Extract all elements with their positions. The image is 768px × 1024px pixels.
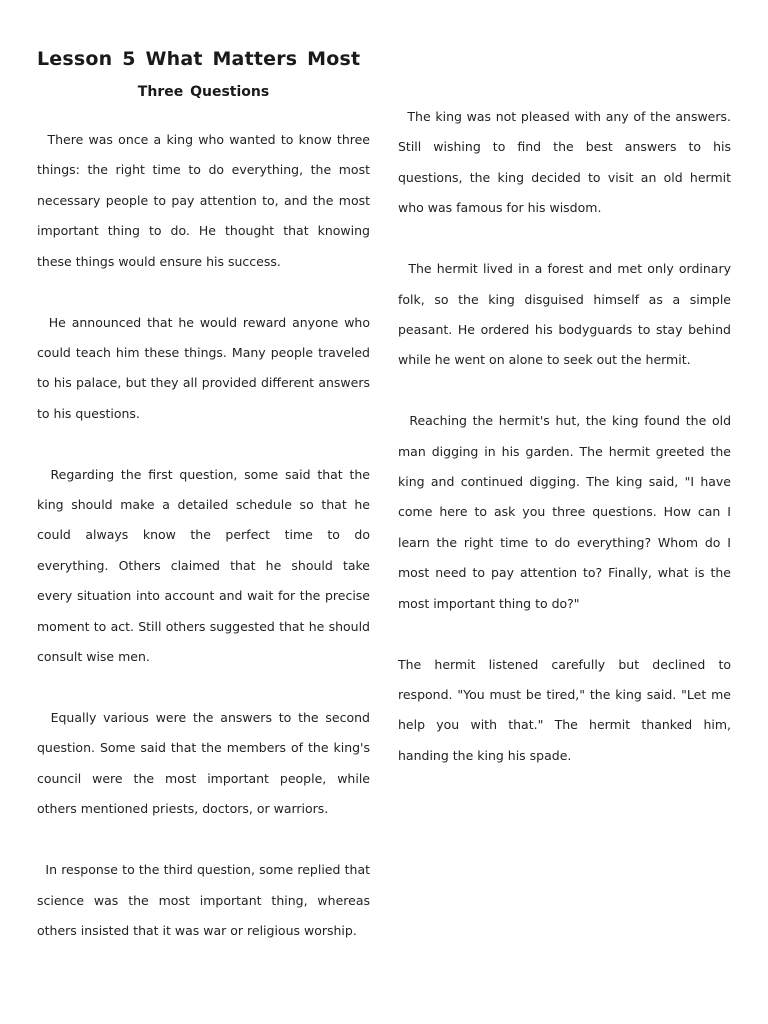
paragraph: Reaching the hermit's hut, the king found the old man digging in his garden. The hermit greeted the king and continued digging. The king said, "I have come here to ask you three questions. How can I learn the right time to do everything? Whom do I most need to pay attention to? Finally, what is the most important thing to do?" xyxy=(398,413,731,611)
paragraph: The king was not pleased with any of the answers. Still wishing to find the best answers to his questions, the king decided to visit an old hermit who was famous for his wisdom. xyxy=(398,109,731,216)
left-column xyxy=(37,125,370,977)
lesson-title: Lesson 5 What Matters Most xyxy=(37,48,361,70)
paragraph: There was once a king who wanted to know three things: the right time to do everything, the most necessary people to pay attention to, and the most important thing to do. He thought that knowing these things would ensure his success. xyxy=(37,132,370,269)
story-subtitle: Three Questions xyxy=(137,84,270,100)
paragraph: The hermit listened carefully but declined to respond. "You must be tired," the king said. "Let me help you with that." The hermit thanked him, handing the king his spade. xyxy=(398,656,731,763)
paragraph: In response to the third question, some replied that science was the most important thing, whereas others insisted that it was war or religious worship. xyxy=(37,862,370,938)
right-column xyxy=(398,102,731,802)
paragraph: Equally various were the answers to the second question. Some said that the members of the king's council were the most important people, while others mentioned priests, doctors, or warriors. xyxy=(37,710,370,817)
paragraph: He announced that he would reward anyone who could teach him these things. Many people traveled to his palace, but they all provided different answers to his questions. xyxy=(37,314,370,421)
paragraph: Regarding the first question, some said that the king should make a detailed schedule so that he could always know the perfect time to do everything. Others claimed that he should take every situation into account and wait for the precise moment to act. Still others suggested that he should consult wise men. xyxy=(37,466,370,665)
paragraph: The hermit lived in a forest and met only ordinary folk, so the king disguised himself as a simple peasant. He ordered his bodyguards to stay behind while he went on alone to seek out the hermit. xyxy=(398,261,731,368)
